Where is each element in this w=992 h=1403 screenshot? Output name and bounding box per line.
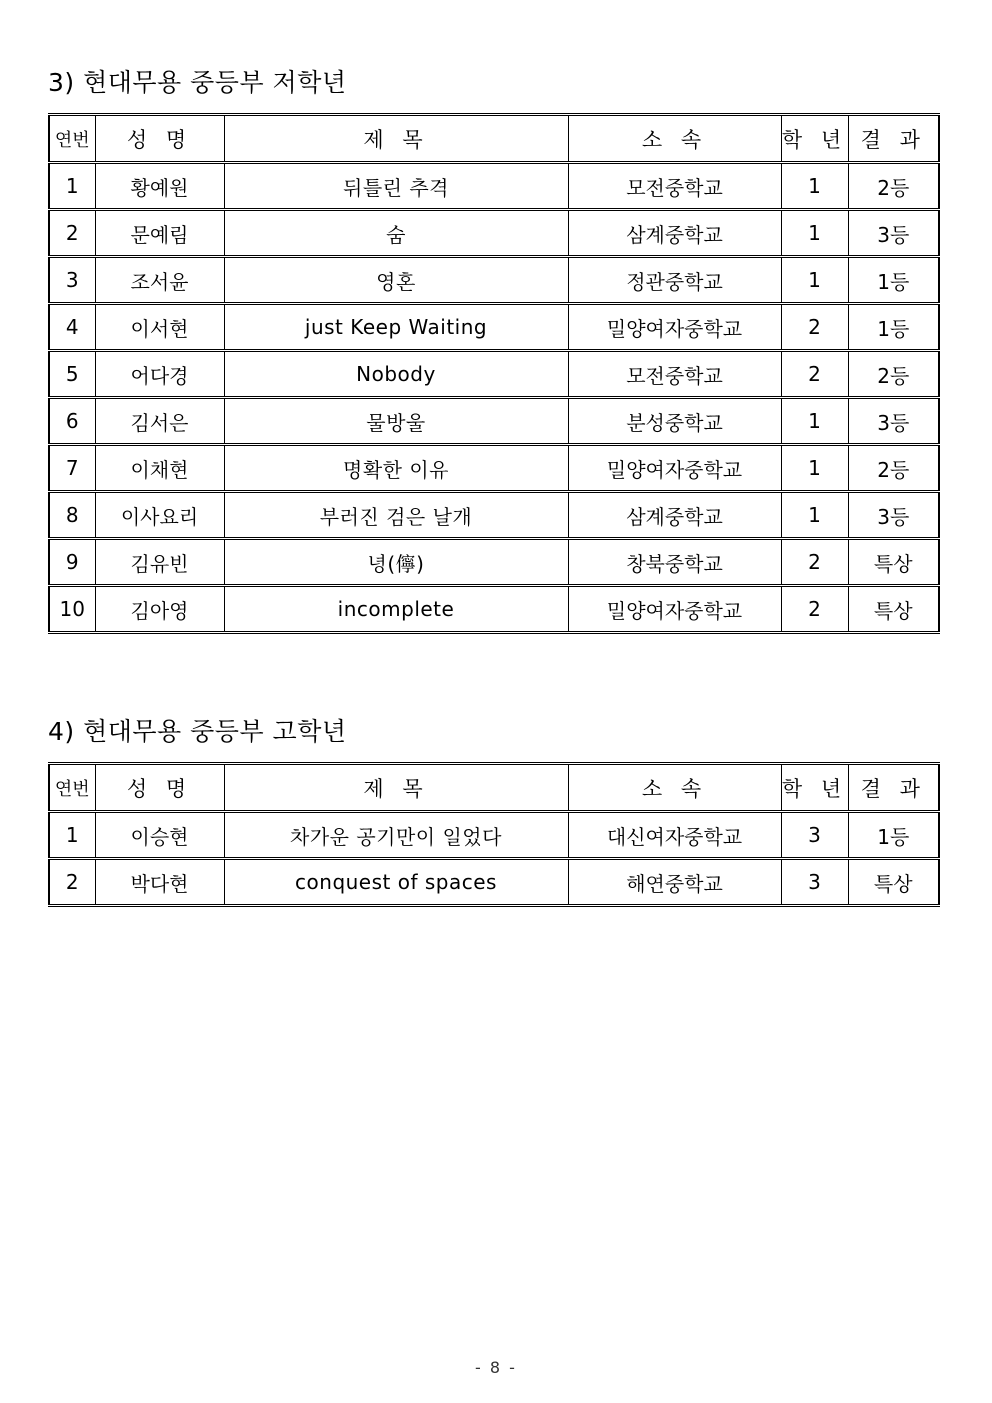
header-grade: 학 년 xyxy=(781,764,848,812)
cell-number: 6 xyxy=(49,398,95,445)
cell-result: 2등 xyxy=(848,351,939,398)
cell-name: 이승현 xyxy=(95,812,224,859)
cell-result: 특상 xyxy=(848,586,939,633)
cell-name: 이사요리 xyxy=(95,492,224,539)
cell-affiliation: 정관중학교 xyxy=(568,257,781,304)
cell-grade: 1 xyxy=(781,257,848,304)
cell-name: 문예림 xyxy=(95,210,224,257)
cell-grade: 1 xyxy=(781,210,848,257)
cell-title: 명확한 이유 xyxy=(224,445,568,492)
section-title-upper-grades: 4) 현대무용 중등부 고학년 xyxy=(48,717,347,746)
cell-name: 박다현 xyxy=(95,859,224,906)
section-title-lower-grades: 3) 현대무용 중등부 저학년 xyxy=(48,68,347,97)
table-row xyxy=(49,445,939,492)
header-name: 성 명 xyxy=(95,764,224,812)
cell-grade: 1 xyxy=(781,398,848,445)
cell-affiliation: 모전중학교 xyxy=(568,351,781,398)
page-number: - 8 - xyxy=(475,1358,517,1377)
header-row xyxy=(49,764,939,812)
cell-title: Nobody xyxy=(224,351,568,398)
cell-affiliation: 삼계중학교 xyxy=(568,492,781,539)
cell-number: 3 xyxy=(49,257,95,304)
cell-number: 9 xyxy=(49,539,95,586)
cell-name: 이채현 xyxy=(95,445,224,492)
cell-name: 어다경 xyxy=(95,351,224,398)
table-row xyxy=(49,539,939,586)
cell-grade: 2 xyxy=(781,539,848,586)
cell-grade: 2 xyxy=(781,586,848,633)
cell-affiliation: 삼계중학교 xyxy=(568,210,781,257)
cell-title: 영혼 xyxy=(224,257,568,304)
results-table-upper-grades xyxy=(48,762,940,907)
cell-title: incomplete xyxy=(224,586,568,633)
cell-affiliation: 밀양여자중학교 xyxy=(568,445,781,492)
results-table-lower-grades xyxy=(48,113,940,634)
cell-affiliation: 밀양여자중학교 xyxy=(568,304,781,351)
cell-result: 2등 xyxy=(848,445,939,492)
cell-result: 특상 xyxy=(848,539,939,586)
cell-number: 2 xyxy=(49,210,95,257)
cell-grade: 1 xyxy=(781,163,848,210)
header-affiliation: 소 속 xyxy=(568,115,781,163)
cell-grade: 3 xyxy=(781,859,848,906)
table-header xyxy=(49,764,939,812)
header-result: 결 과 xyxy=(848,115,939,163)
table-body xyxy=(49,163,939,633)
cell-name: 황예원 xyxy=(95,163,224,210)
cell-result: 특상 xyxy=(848,859,939,906)
cell-title: just Keep Waiting xyxy=(224,304,568,351)
table-header xyxy=(49,115,939,163)
header-title: 제 목 xyxy=(224,764,568,812)
cell-affiliation: 창북중학교 xyxy=(568,539,781,586)
header-result: 결 과 xyxy=(848,764,939,812)
cell-affiliation: 밀양여자중학교 xyxy=(568,586,781,633)
cell-grade: 2 xyxy=(781,304,848,351)
header-number: 연번 xyxy=(49,115,95,163)
cell-title: 물방울 xyxy=(224,398,568,445)
cell-name: 김아영 xyxy=(95,586,224,633)
table-row xyxy=(49,586,939,633)
cell-number: 1 xyxy=(49,163,95,210)
cell-affiliation: 해연중학교 xyxy=(568,859,781,906)
cell-title: conquest of spaces xyxy=(224,859,568,906)
header-affiliation: 소 속 xyxy=(568,764,781,812)
header-name: 성 명 xyxy=(95,115,224,163)
cell-grade: 1 xyxy=(781,492,848,539)
cell-number: 7 xyxy=(49,445,95,492)
table-row xyxy=(49,210,939,257)
cell-number: 4 xyxy=(49,304,95,351)
cell-number: 10 xyxy=(49,586,95,633)
cell-title: 숨 xyxy=(224,210,568,257)
cell-grade: 2 xyxy=(781,351,848,398)
cell-result: 2등 xyxy=(848,163,939,210)
cell-name: 김유빈 xyxy=(95,539,224,586)
table-row xyxy=(49,257,939,304)
table-row xyxy=(49,812,939,859)
cell-title: 차가운 공기만이 일었다 xyxy=(224,812,568,859)
cell-result: 3등 xyxy=(848,492,939,539)
cell-result: 3등 xyxy=(848,398,939,445)
cell-title: 뒤틀린 추격 xyxy=(224,163,568,210)
header-grade: 학 년 xyxy=(781,115,848,163)
cell-name: 김서은 xyxy=(95,398,224,445)
cell-result: 3등 xyxy=(848,210,939,257)
header-title: 제 목 xyxy=(224,115,568,163)
header-row xyxy=(49,115,939,163)
table-row xyxy=(49,304,939,351)
table-body xyxy=(49,812,939,906)
cell-grade: 1 xyxy=(781,445,848,492)
cell-grade: 3 xyxy=(781,812,848,859)
cell-name: 이서현 xyxy=(95,304,224,351)
cell-name: 조서윤 xyxy=(95,257,224,304)
cell-number: 1 xyxy=(49,812,95,859)
table-row xyxy=(49,163,939,210)
table-row xyxy=(49,398,939,445)
cell-title: 녕(儜) xyxy=(224,539,568,586)
cell-result: 1등 xyxy=(848,812,939,859)
header-number: 연번 xyxy=(49,764,95,812)
cell-affiliation: 대신여자중학교 xyxy=(568,812,781,859)
cell-title: 부러진 검은 날개 xyxy=(224,492,568,539)
table-row xyxy=(49,351,939,398)
cell-number: 5 xyxy=(49,351,95,398)
cell-result: 1등 xyxy=(848,304,939,351)
cell-affiliation: 분성중학교 xyxy=(568,398,781,445)
table-row xyxy=(49,859,939,906)
cell-number: 8 xyxy=(49,492,95,539)
cell-number: 2 xyxy=(49,859,95,906)
cell-result: 1등 xyxy=(848,257,939,304)
table-row xyxy=(49,492,939,539)
cell-affiliation: 모전중학교 xyxy=(568,163,781,210)
